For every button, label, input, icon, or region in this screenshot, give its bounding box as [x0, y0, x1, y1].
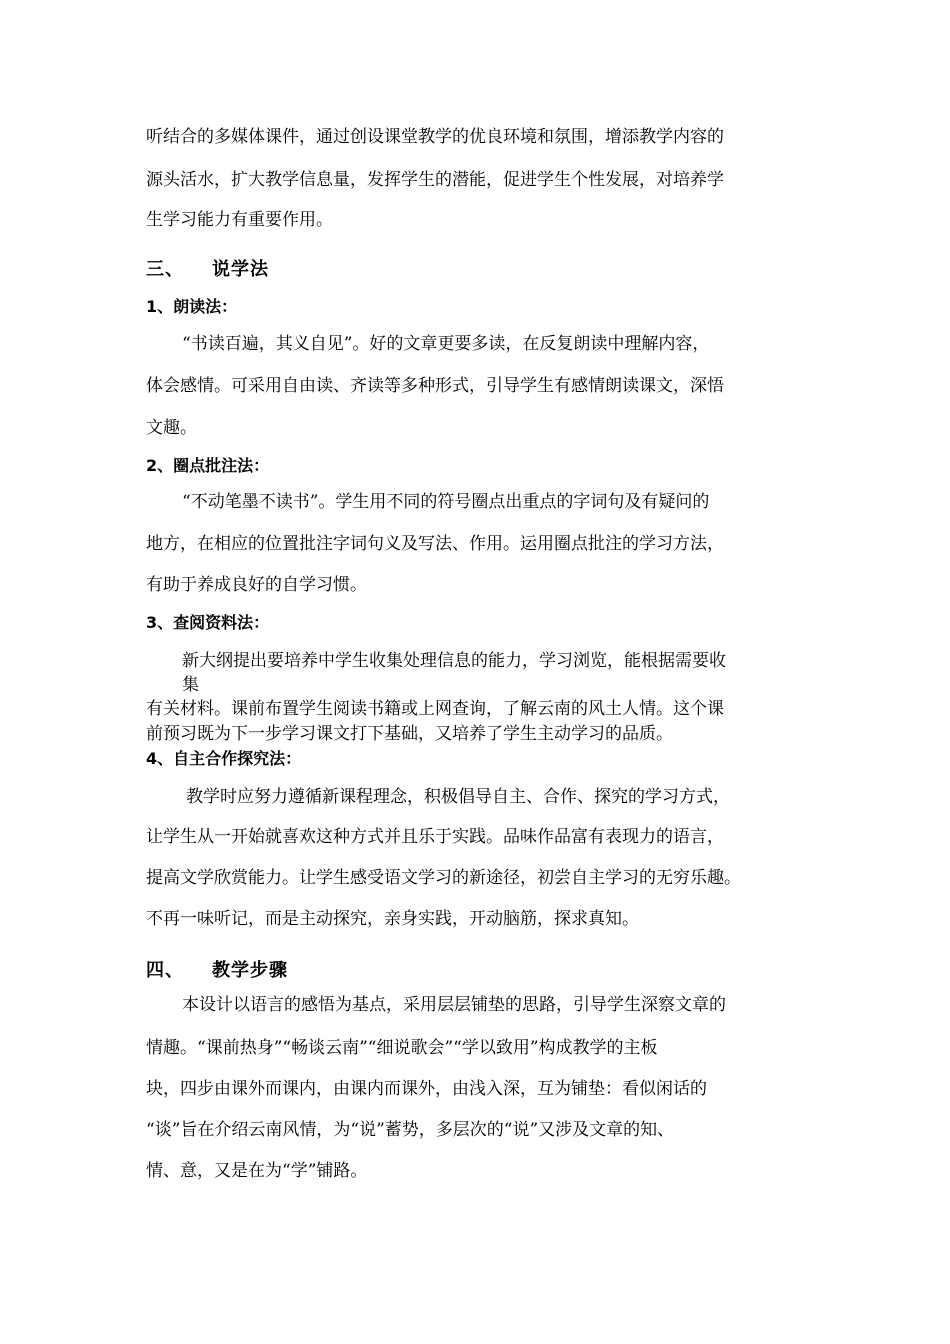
- paragraph-line: 块，四步由课外而课内，由课内而课外，由浅入深，互为铺垫：看似闲话的: [146, 1079, 707, 1099]
- paragraph-line: 有关材料。课前布置学生阅读书籍或上网查询，了解云南的风土人情。这个课: [146, 699, 724, 719]
- section-heading: [146, 258, 269, 282]
- paragraph-line: 生学习能力有重要作用。: [146, 210, 333, 230]
- method-title: 1、朗读法：: [146, 297, 238, 316]
- section-title: 教学步骤: [212, 960, 288, 981]
- section-number: 三、: [146, 259, 184, 280]
- paragraph-line: 文趣。: [146, 418, 197, 438]
- paragraph-line: 源头活水，扩大教学信息量，发挥学生的潜能，促进学生个性发展，对培养学: [146, 170, 724, 190]
- section-number: 四、: [146, 960, 184, 981]
- method-title: 3、查阅资料法：: [146, 613, 270, 632]
- paragraph-line: 听结合的多媒体课件，通过创设课堂教学的优良环境和氛围，增添教学内容的: [146, 127, 724, 147]
- paragraph-line: “不动笔墨不读书”。学生用不同的符号圈点出重点的字词句及有疑问的: [182, 492, 710, 512]
- method-title: 4、自主合作探究法：: [146, 749, 302, 768]
- paragraph-line: 让学生从一开始就喜欢这种方式并且乐于实践。品味作品富有表现力的语言，: [146, 827, 724, 847]
- paragraph-line: 集: [182, 675, 199, 695]
- paragraph-line: 本设计以语言的感悟为基点，采用层层铺垫的思路，引导学生深察文章的: [182, 995, 726, 1015]
- paragraph-line: 有助于养成良好的自学习惯。: [146, 575, 367, 595]
- section-heading: [146, 959, 288, 983]
- paragraph-line: 情趣。“课前热身”“畅谈云南”“细说歌会”“学以致用”构成教学的主板: [146, 1038, 658, 1058]
- paragraph-line: 提高文学欣赏能力。让学生感受语文学习的新途径，初尝自主学习的无穷乐趣。: [146, 868, 741, 888]
- paragraph-line: 教学时应努力遵循新课程理念，积极倡导自主、合作、探究的学习方式，: [186, 787, 730, 807]
- method-title: 2、圈点批注法：: [146, 456, 270, 475]
- paragraph-line: 地方，在相应的位置批注字词句义及写法、作用。运用圈点批注的学习方法，: [146, 534, 724, 554]
- paragraph-line: 新大纲提出要培养中学生收集处理信息的能力，学习浏览，能根据需要收: [182, 651, 726, 671]
- paragraph-line: 不再一味听记，而是主动探究，亲身实践，开动脑筋，探求真知。: [146, 909, 639, 929]
- paragraph-line: 体会感情。可采用自由读、齐读等多种形式，引导学生有感情朗读课文，深悟: [146, 376, 724, 396]
- paragraph-line: 情、意，又是在为“学”铺路。: [146, 1161, 368, 1181]
- paragraph-line: “书读百遍，其义自见”。好的文章更要多读，在反复朗读中理解内容，: [182, 334, 710, 354]
- paragraph-line: “谈”旨在介绍云南风情，为“说”蓄势，多层次的“说”又涉及文章的知、: [146, 1120, 675, 1140]
- paragraph-line: 前预习既为下一步学习课文打下基础，又培养了学生主动学习的品质。: [146, 724, 673, 744]
- section-title: 说学法: [212, 259, 269, 280]
